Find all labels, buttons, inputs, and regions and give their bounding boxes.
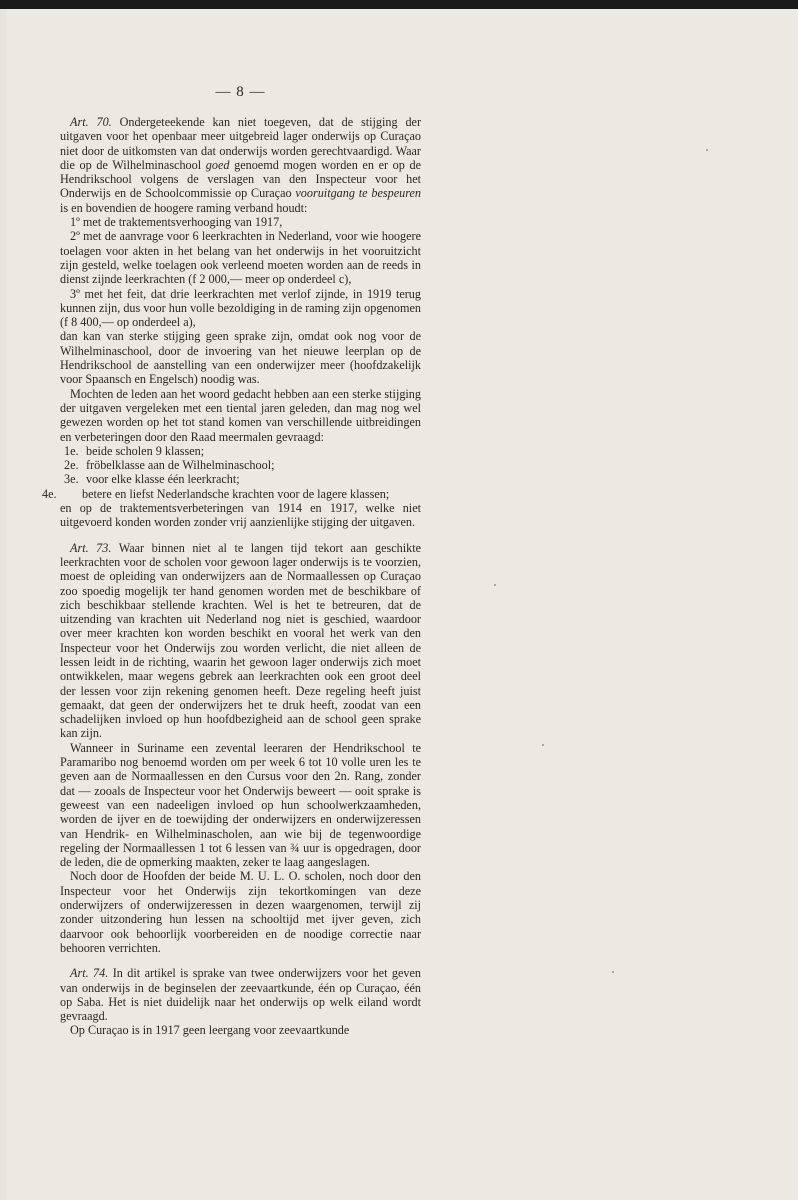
art70-list-item-3 [60, 472, 421, 486]
art70-item-3: 3º met het feit, dat drie leerkrachten met verlof zijnde, in 1919 terug kunnen zijn, dus voor hun volle bezoldiging in de raming zijn opgenomen (f 8 400,— op onderdeel a), [60, 286, 421, 330]
art74-p1-text: In dit artikel is sprake van twee onderwijzers voor het geven van onderwijs in de beginselen der zeevaartkunde, één op Curaçao, één op Saba. Het is niet duidelijk naar het onderwijs op welk eiland wordt gevraagd. [60, 966, 421, 1024]
article-spacer [60, 530, 421, 541]
list-text: betere en liefst Nederlandsche krachten voor de lagere klassen; [82, 486, 390, 501]
list-number: 4e. [42, 486, 57, 501]
art70-list-item-4 [42, 486, 421, 501]
art70-paragraph-1 [60, 115, 421, 215]
list-text: voor elke klasse één leerkracht; [86, 472, 240, 487]
art70-p1-vooruitgang: vooruitgang te bespeuren [295, 186, 421, 201]
paper-speck [706, 149, 708, 151]
art74-label: Art. 74. [70, 966, 109, 981]
art73-paragraph-3: Noch door de Hoofden der beide M. U. L. O. scholen, noch door den Inspecteur voor het Onderwijs zijn tekortkomingen van deze onderwijzers of onderwijzeressen in dezen waargenomen, terwijl zij zonder uitzondering hun lessen na schooltijd met ijver geven, zich daarvoor ook behoorlijk voorbereiden en de noodige correctie naar behooren verrichten. [60, 869, 421, 955]
article-70 [42, 115, 421, 530]
article-74 [60, 966, 421, 1037]
list-text: beide scholen 9 klassen; [86, 443, 205, 458]
art74-paragraph-1 [60, 966, 421, 1023]
article-73 [60, 541, 421, 956]
art74-paragraph-2: Op Curaçao is in 1917 geen leergang voor zeevaartkunde [70, 1023, 350, 1038]
paper-speck [542, 744, 544, 746]
body-text [42, 115, 421, 1038]
art70-item-1: 1º met de traktementsverhooging van 1917, [70, 215, 283, 230]
art73-label: Art. 73. [70, 540, 112, 555]
art70-p1-part-a: Ondergeteekende kan niet toegeven, dat de stijging der uitgaven voor het openbaar meer uitgebreid lager onderwijs op Curaçao niet door de uitkomsten van dat onderwijs worden gerechtvaardigd. Waar die op de Wilhelminaschool [60, 115, 421, 172]
art70-paragraph-3: Mochten de leden aan het woord gedacht hebben aan een sterke stijging der uitgaven vergeleken met een tiental jaren geleden, dan mag nog wel gewezen worden op het tot stand komen van verschillende uitbreidingen en verbeteringen door den Raad meermalen gevraagd: [60, 386, 421, 444]
art73-paragraph-2: Wanneer in Suriname een zevental leeraren der Hendrikschool te Paramaribo nog benoemd worden om per week 6 tot 10 volle uren les te geven aan de Normaallessen en den Cursus voor den 2n. Rang, zonder dat — zooals de Inspecteur voor het Onderwijs beweert — ooit sprake is geweest van een nadeeligen invloed op hun schoolwerkzaamheden, worden de ijver en de toewijding der onderwijzers en onderwijzeressen van Hendrik- en Wilhelminascholen, aan wie bij de tegenwoordige regeling der Normaallessen 1 tot 6 lessen van ¾ uur is opgedragen, door de leden, die de opmerking maakten, zeker te laag aangeslagen. [60, 740, 421, 870]
paper-speck [612, 971, 614, 973]
page-number: — 8 — [215, 84, 266, 100]
list-number: 2e. [64, 458, 79, 473]
art70-p1-goed: goed [205, 157, 230, 172]
list-text: fröbelklasse aan de Wilhelminaschool; [86, 458, 275, 473]
art70-label: Art. 70. [70, 115, 112, 129]
paper-speck [494, 584, 496, 586]
paper-sheet [6, 9, 798, 1200]
list-number: 1e. [64, 443, 79, 458]
art73-p1-text: Waar binnen niet al te langen tijd tekort aan geschikte leerkrachten voor de scholen voor gewoon lager onderwijs is te voorzien, moest de opleiding van onderwijzers aan de Normaallessen op Curaçao zoo spoedig mogelijk ter hand genomen worden met de beschikbare of zich beschikbaar stellende krachten. Wel is het te betreuren, dat de uitzending van krachten uit Nederland nog niet is geschied, waardoor over meer krachten kon worden beschikt en vooral het werk van den Inspecteur voor het Onderwijs zou worden verlicht, die niet alleen de lessen leidt in de richting, waarin het gewoon lager onderwijs zich moet ontwikkelen, maar wegens gebrek aan leerkrachten ook een groot deel der lessen voor zijn rekening genomen heeft. Deze regeling heeft juist gemaakt, dat geen der onderwijzers het te druk heeft, zoodat van een schadelijken invloed op hun hoofdbezigheid aan de school geen sprake kan zijn. [60, 540, 421, 741]
art70-p1-part-c: is en bovendien de hoogere raming verband houdt: [60, 200, 308, 215]
art70-paragraph-2: dan kan van sterke stijging geen sprake zijn, omdat ook nog voor de Wilhelminaschool, door de invoering van het nieuwe leerplan op de Hendrikschool de aanstelling van een onderwijzer meer (hoofdzakelijk voor Spaansch en Engelsch) noodig was. [60, 329, 421, 387]
scan-top-border [0, 0, 798, 9]
art73-paragraph-1 [60, 541, 421, 741]
art70-paragraph-4: en op de traktementsverbeteringen van 1914 en 1917, welke niet uitgevoerd konden worden zonder vrij aanzienlijke stijging der uitgaven. [60, 501, 421, 530]
art70-item-2: 2º met de aanvrage voor 6 leerkrachten in Nederland, voor wie hoogere toelagen voor akten in het belang van het onderwijs in het vooruitzicht zijn gesteld, welke toelagen ook verleend moeten worden aan de reeds in dienst zijnde leerkrachten (f 2 000,— meer op onderdeel c), [60, 229, 421, 287]
article-spacer [60, 955, 421, 966]
art70-p1-part-b: genoemd mogen worden en er op de Hendrikschool volgens de verslagen van den Inspecteur voor het Onderwijs en de Schoolcommissie op Curaçao [60, 157, 421, 201]
art70-list-item-1 [60, 444, 421, 458]
list-number: 3e. [64, 472, 79, 487]
art70-list-item-2 [60, 458, 421, 472]
